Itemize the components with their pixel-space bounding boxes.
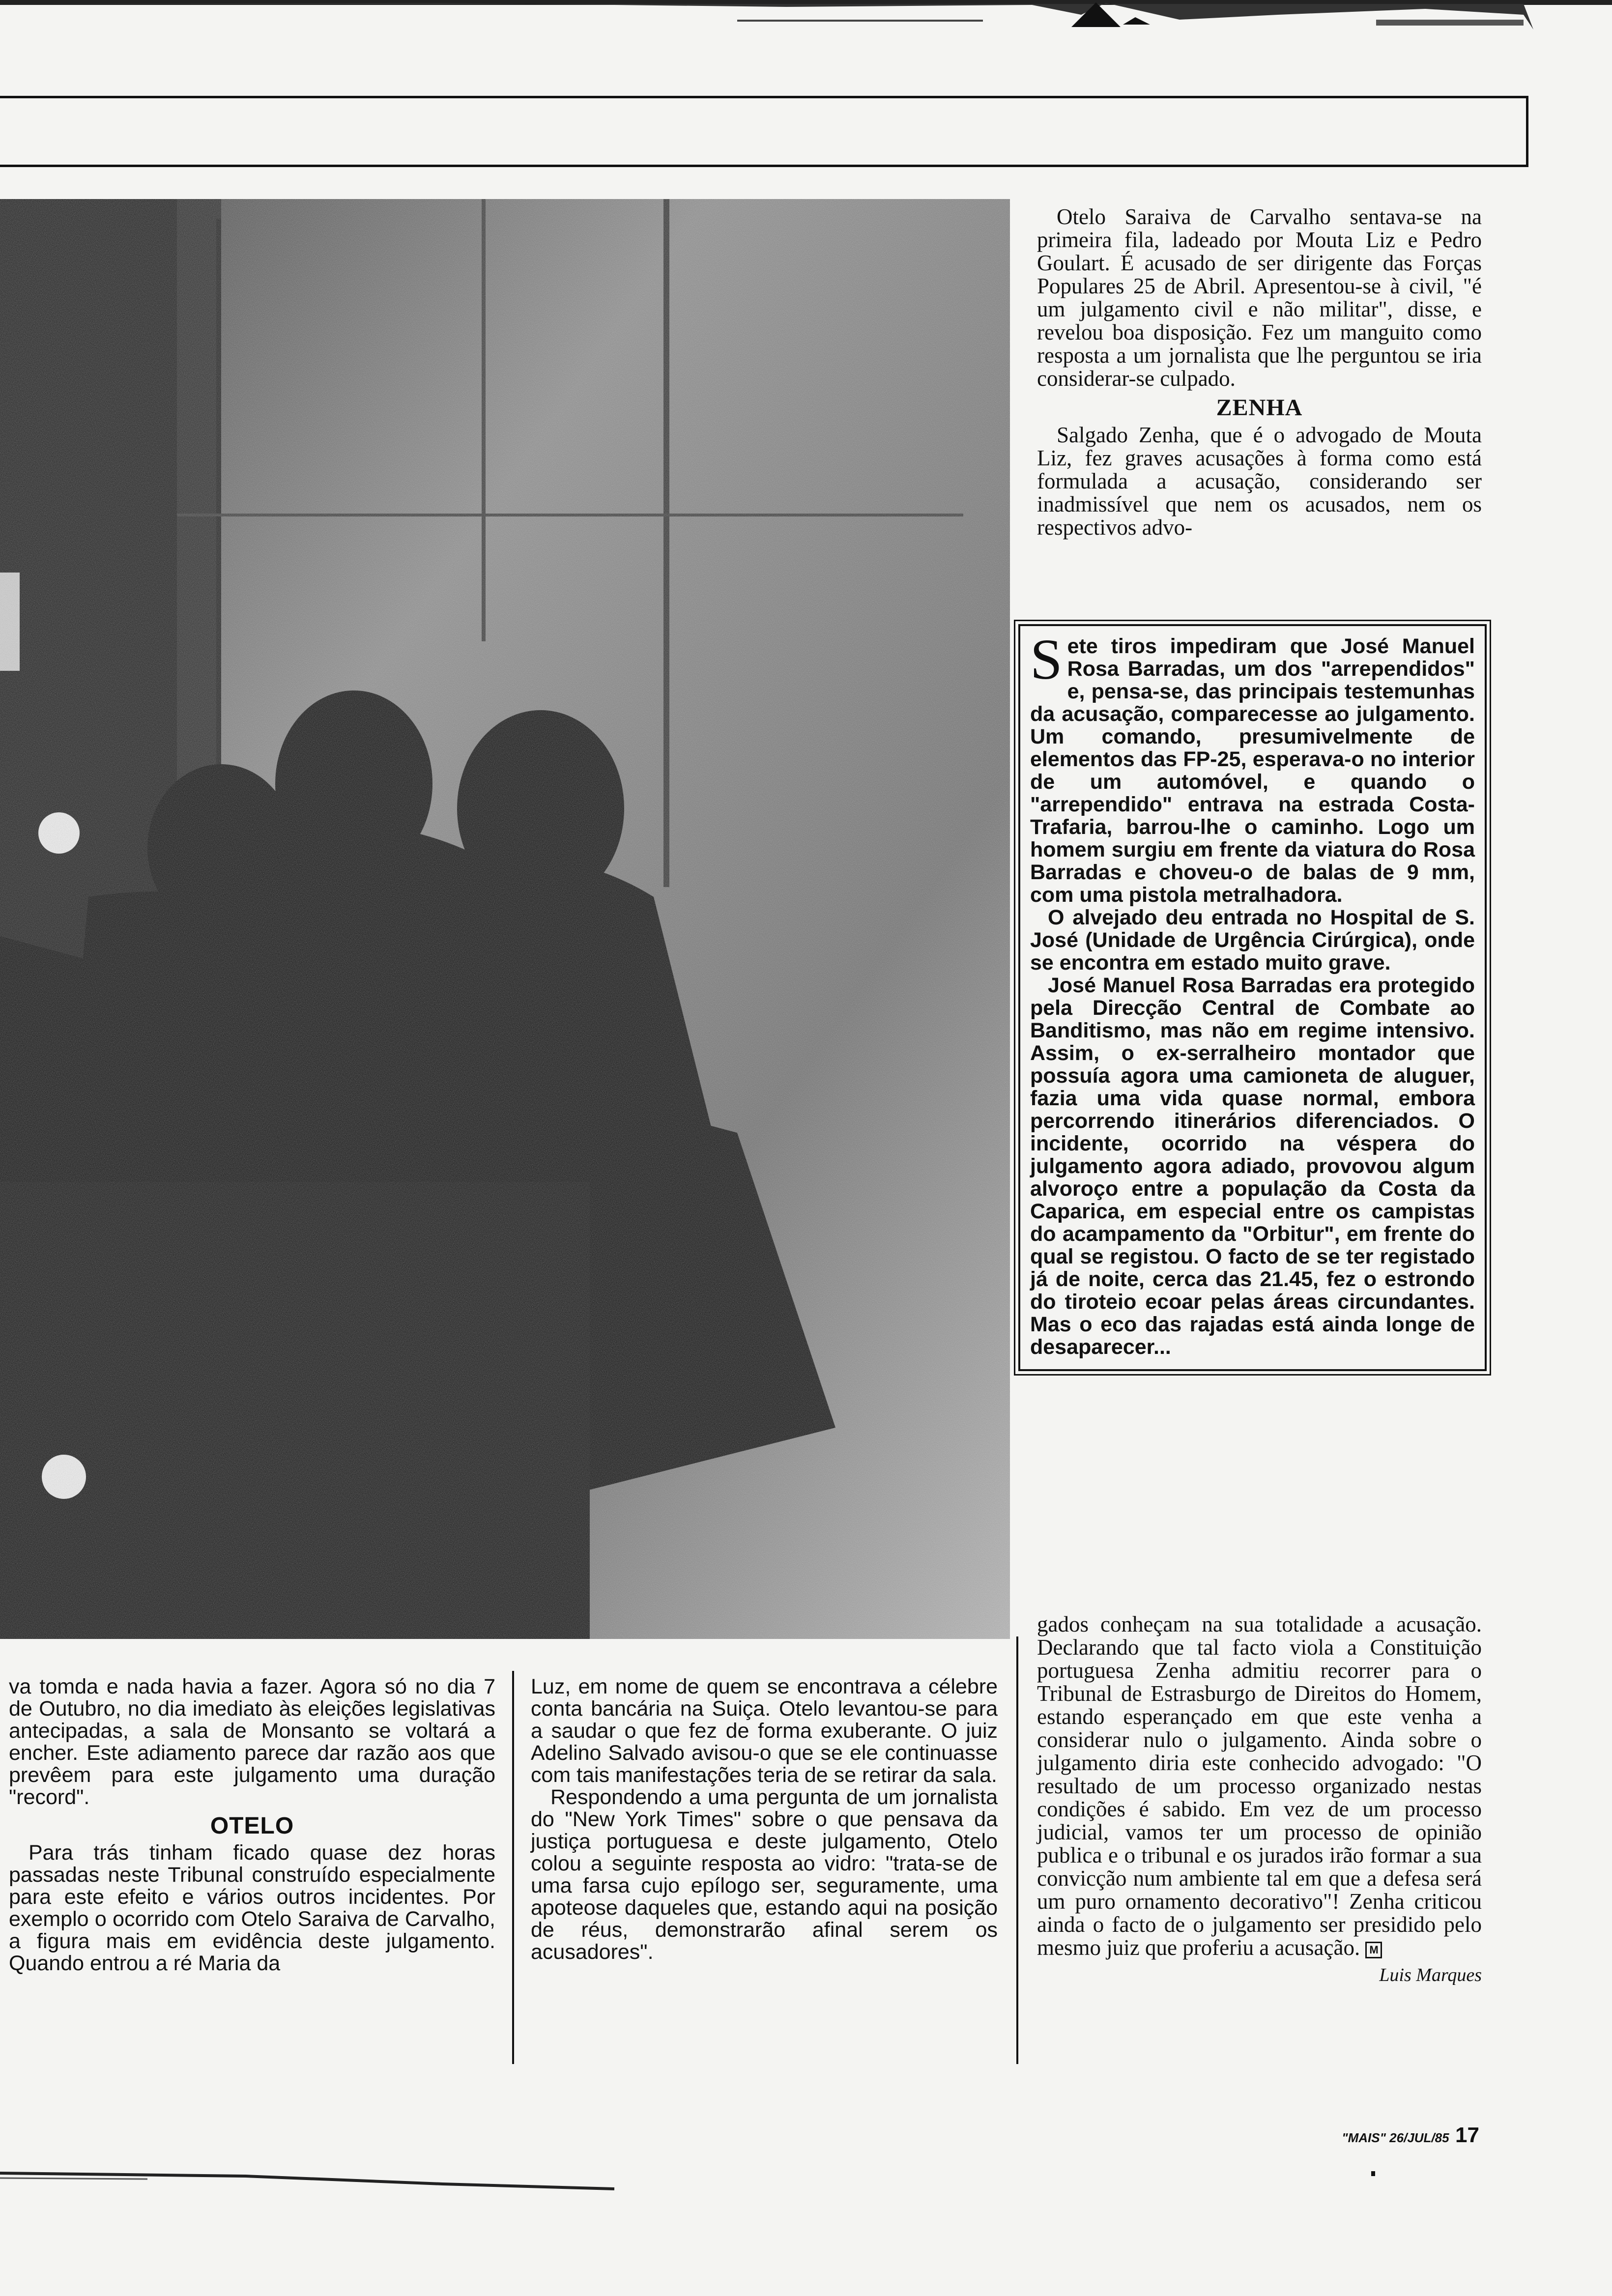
courtroom-photo <box>0 199 1010 1639</box>
article-bottom-middle-column <box>531 1676 998 1963</box>
sidebar-box-shooting <box>1018 624 1487 1371</box>
heading-otelo: OTELO <box>210 1813 294 1839</box>
otelo-paragraph: Otelo Saraiva de Carvalho sentava-se na primeira fila, ladeado por Mouta Liz e Pedro Goulart. É acusado de ser dirigente das Forças Populares 25 de Abril. Apresentou-se à civil, "é um julgamento civil e não militar", disse, e revelou boa disposição. Fez um manguito como resposta a um jornalista que lhe perguntou se iria considerar-se culpado. <box>1037 204 1482 391</box>
speck <box>1371 2171 1375 2176</box>
zenha-paragraph: Salgado Zenha, que é o advogado de Mouta Liz, fez graves acusações à forma como está formulada a acusação, considerando ser inadmissível que nem os acusados, nem os respectivos advo- <box>1037 423 1482 540</box>
page-number: 17 <box>1455 2123 1479 2147</box>
zenha-continuation: gados conheçam na sua totalidade a acusação. Declarando que tal facto viola a Constituição portuguesa Zenha admitiu recorrer para o Tribunal de Estrasburgo de Direitos do Homem, estando esperançado em que este venha a considerar nulo o julgamento. Ainda sobre o julgamento diria este conhecido advogado: "O resultado de um processo organizado nestas condições é sabido. Em vez de um processo judicial, vamos ter um processo de opinião publica e o tribunal e os jurados irão formar a sua convicção num ambiente tal em que a defesa será um puro ornamento decorativo"! Zenha criticou ainda o facto de o julgamento ser presidido pelo mesmo juiz que proferiu a acusação. M <box>1037 1612 1482 1960</box>
article-right-column-top <box>1037 205 1482 539</box>
publication-date: "MAIS" 26/JUL/85 <box>1342 2130 1449 2145</box>
scan-edge-top <box>0 0 1612 44</box>
column-divider-1 <box>512 1671 514 2064</box>
dropcap: S <box>1030 627 1063 691</box>
page-footer <box>1322 2123 1479 2148</box>
author-signature: Luis Marques <box>1379 1965 1482 1985</box>
article-bottom-left-column <box>9 1676 495 1975</box>
otelo-incidents-paragraph: Para trás tinham ficado quase dez horas passadas neste Tribunal construído especialmente para este efeito e vários outros incidentes. Por exemplo o ocorrido com Otelo Saraiva de Carvalho, a figura mais em evidência deste julgamento. Quando entrou a ré Maria da <box>9 1841 495 1975</box>
maria-da-luz-paragraph: Luz, em nome de quem se encontrava a célebre conta bancária na Suiça. Otelo levantou-se para a saudar o que fez de forma exuberante. O juiz Adelino Salvado avisou-o que se ele continuasse com tais manifestações teria de se retirar da sala. <box>531 1675 998 1787</box>
sidebar-paragraph-3: José Manuel Rosa Barradas era protegido pela Direcção Central de Combate ao Banditismo, mas não em regime intensivo. Assim, o ex-serralheiro montador que possuía agora uma camioneta de aluguer, fazia uma vida quase normal, embora percorrendo itinerários diferenciados. O incidente, ocorrido na véspera do julgamento agora adiado, provovou algum alvoroço entre a população da Costa da Caparica, em especial entre os campistas do acampamento da "Orbitur", em frente do qual se registou. O facto de se ter registado já de noite, cerca das 21.45, fez o estrondo do tiroteio ecoar pelas áreas circundantes. Mas o eco das rajadas está ainda longe de desaparecer... <box>1030 974 1475 1359</box>
sidebar-paragraph-2: O alvejado deu entrada no Hospital de S. José (Unidade de Urgência Cirúrgica), onde se encontra em estado muito grave. <box>1030 906 1475 975</box>
end-mark-icon: M <box>1365 1942 1382 1958</box>
column-divider-2 <box>1016 1636 1018 2064</box>
article-right-column-bottom <box>1037 1613 1482 1987</box>
sidebar-paragraph-1: ete tiros impediram que José Manuel Rosa Barradas, um dos "arrependidos" e, pensa-se, das principais testemunhas da acusação, comparecesse ao julgamento. Um comando, presumivelmente de elementos das FP-25, esperava-o no interior de um automóvel, e quando o "arrependido" entrava na estrada Costa-Trafaria, barrou-lhe o caminho. Logo um homem surgiu em frente da viatura do Rosa Barradas e choveu-o de balas de 9 mm, com uma pistola metralhadora. <box>1030 634 1475 907</box>
heading-zenha: ZENHA <box>1216 395 1303 421</box>
new-york-times-paragraph: Respondendo a uma pergunta de um jornalista do "New York Times" sobre o que pensava da justiça portuguesa e deste julgamento, Otelo colou a seguinte resposta ao vidro: "trata-se de uma farsa cujo epílogo ser, seguramente, uma apoteose daqueles que, estando aqui na posição de réus, demonstrarão afinal serem os acusadores". <box>531 1785 998 1964</box>
adjournment-paragraph: va tomda e nada havia a fazer. Agora só no dia 7 de Outubro, no dia imediato às eleições legislativas antecipadas, a sala de Monsanto se voltará a encher. Este adiamento parece dar razão aos que prevêem para este julgamento uma duração "record". <box>9 1675 495 1809</box>
header-frame <box>0 96 1528 167</box>
scan-edge-bottom <box>0 2167 688 2197</box>
